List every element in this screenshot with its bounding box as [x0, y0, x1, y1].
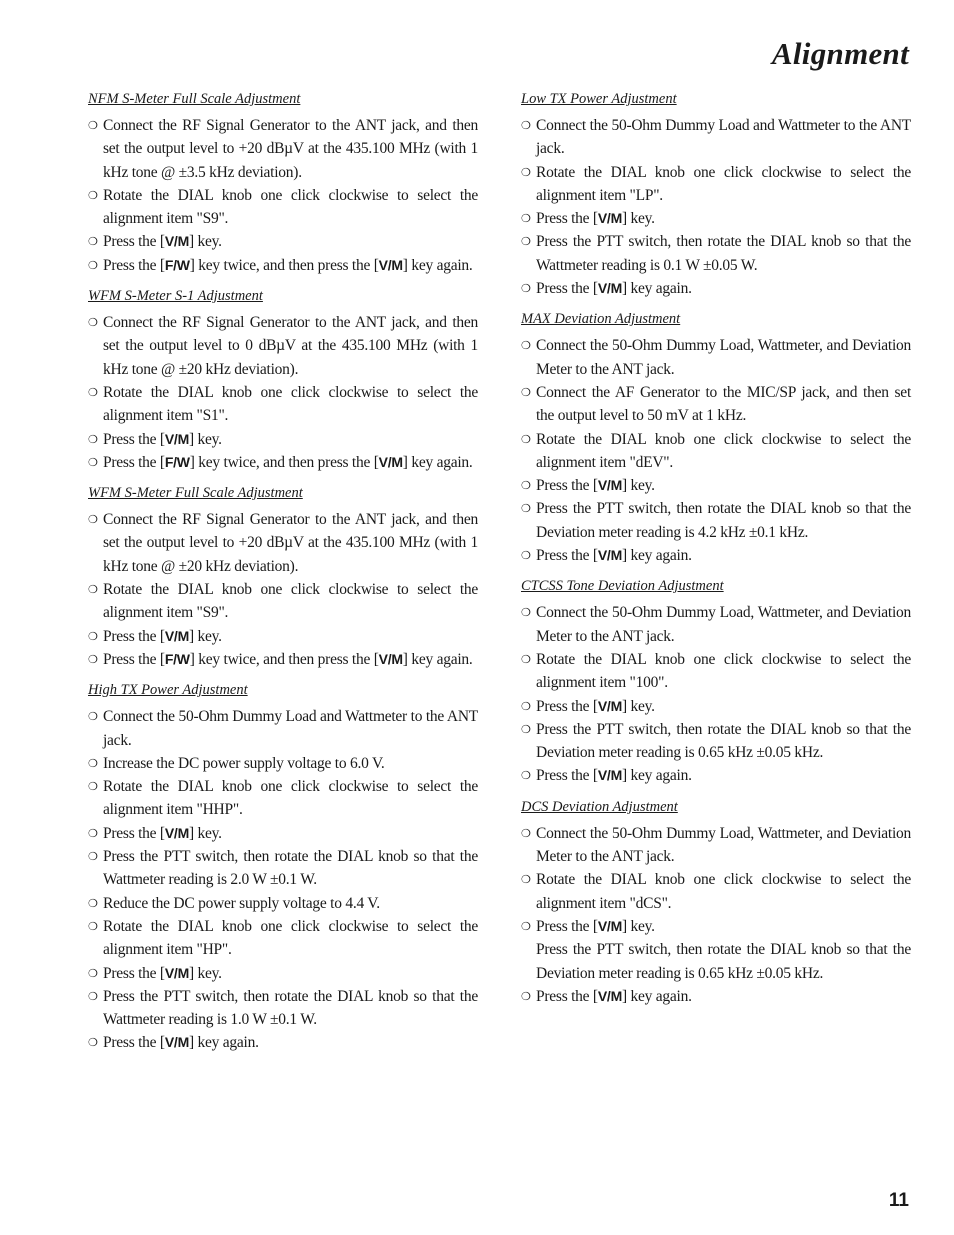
step-text: Press the PTT switch, then rotate the DIAL knob so that the Deviation meter reading is 4.2 kHz ±0.1 kHz. [536, 500, 911, 541]
circle-bullet-icon: ❍ [88, 756, 98, 770]
circle-bullet-icon: ❍ [88, 385, 98, 399]
procedure-step [521, 334, 911, 381]
step-text: Press the [V/M] key again. [536, 987, 692, 1005]
key-label: V/M [164, 627, 189, 644]
key-label: V/M [164, 964, 189, 981]
circle-bullet-icon: ❍ [88, 513, 98, 527]
procedure-step [88, 705, 478, 752]
procedure-step [88, 254, 478, 277]
circle-bullet-icon: ❍ [521, 479, 531, 493]
section-heading: NFM S-Meter Full Scale Adjustment [88, 91, 301, 107]
step-text: Press the [V/M] key. [536, 210, 655, 228]
step-text: Connect the AF Generator to the MIC/SP jack, and then set the output level to 50 mV at 1 kHz. [536, 383, 911, 425]
step-list [521, 114, 911, 300]
circle-bullet-icon: ❍ [88, 119, 98, 132]
key-label: F/W [164, 453, 190, 470]
circle-bullet-icon: ❍ [521, 432, 531, 446]
circle-bullet-icon: ❍ [521, 769, 531, 783]
circle-bullet-icon: ❍ [521, 699, 531, 713]
procedure-step [521, 718, 911, 765]
circle-bullet-icon: ❍ [521, 826, 531, 840]
step-text: Connect the 50-Ohm Dummy Load and Wattmeter to the ANT jack. [536, 117, 911, 158]
page-title: Alignment [771, 36, 909, 71]
step-text: Press the [F/W] key twice, and then press the [V/M] key again. [103, 256, 473, 274]
procedure-step [521, 161, 911, 208]
section-nfm-s-meter-full-scale-adjustment [88, 88, 478, 277]
step-text: Press the PTT switch, then rotate the DIAL knob so that the Wattmeter reading is 2.0 W ±0.1 W. [103, 848, 478, 889]
step-text: Press the [V/M] key. [103, 627, 222, 645]
procedure-step [521, 938, 911, 985]
step-text: Rotate the DIAL knob one click clockwise to select the alignment item "S1". [103, 383, 478, 425]
section-heading: WFM S-Meter S-1 Adjustment [88, 288, 263, 305]
step-list [88, 311, 478, 474]
step-text: Press the [V/M] key. [103, 233, 222, 251]
circle-bullet-icon: ❍ [521, 606, 531, 620]
step-text: Press the [V/M] key again. [536, 280, 692, 298]
section-ctcss-tone-deviation-adjustment [521, 575, 911, 787]
procedure-step [88, 508, 478, 578]
step-text: Press the [V/M] key. [103, 964, 222, 982]
key-label: V/M [597, 477, 622, 494]
circle-bullet-icon: ❍ [521, 549, 531, 563]
key-label: V/M [378, 453, 403, 470]
procedure-step [521, 868, 911, 915]
step-text: Connect the 50-Ohm Dummy Load and Wattmeter to the ANT jack. [103, 708, 478, 749]
section-heading: MAX Deviation Adjustment [521, 311, 681, 328]
left-column [88, 88, 478, 1063]
procedure-step [521, 915, 911, 938]
step-text: Press the [V/M] key. [103, 430, 222, 448]
section-max-deviation-adjustment [521, 308, 911, 567]
circle-bullet-icon: ❍ [521, 989, 531, 1003]
procedure-step [88, 230, 478, 253]
circle-bullet-icon: ❍ [88, 826, 98, 840]
circle-bullet-icon: ❍ [521, 722, 531, 736]
circle-bullet-icon: ❍ [521, 652, 531, 666]
circle-bullet-icon: ❍ [88, 583, 98, 597]
circle-bullet-icon: ❍ [88, 780, 98, 794]
circle-bullet-icon: ❍ [88, 1036, 98, 1050]
procedure-step [88, 915, 478, 962]
key-label: V/M [597, 987, 622, 1004]
procedure-step [88, 892, 478, 915]
procedure-step [88, 625, 478, 648]
circle-bullet-icon: ❍ [521, 282, 531, 296]
key-label: V/M [597, 917, 622, 934]
step-text: Rotate the DIAL knob one click clockwise to select the alignment item "100". [536, 650, 911, 692]
circle-bullet-icon: ❍ [521, 385, 531, 399]
circle-bullet-icon: ❍ [88, 316, 98, 330]
procedure-step [521, 474, 911, 497]
section-heading: DCS Deviation Adjustment [521, 798, 678, 815]
step-text: Connect the RF Signal Generator to the ANT jack, and then set the output level to +20 dBµV at the 435.100 MHz (with 1 kHz tone @ ±3.5 kHz deviation). [103, 117, 478, 181]
circle-bullet-icon: ❍ [88, 966, 98, 980]
step-text: Connect the RF Signal Generator to the ANT jack, and then set the output level to 0 dBµV at the 435.100 MHz (with 1 kHz tone @ ±20 kHz deviation). [103, 314, 478, 378]
procedure-step [521, 648, 911, 695]
circle-bullet-icon: ❍ [88, 235, 98, 249]
key-label: V/M [164, 1034, 189, 1051]
circle-bullet-icon: ❍ [521, 235, 531, 249]
procedure-step [88, 648, 478, 671]
section-wfm-s-meter-full-scale-adjustment [88, 482, 478, 671]
key-label: V/M [597, 547, 622, 564]
procedure-step [88, 1031, 478, 1054]
step-text: Press the [V/M] key. [536, 697, 655, 715]
step-text: Rotate the DIAL knob one click clockwise to select the alignment item "S9". [103, 581, 478, 622]
procedure-step [521, 381, 911, 428]
procedure-step [521, 277, 911, 300]
step-text: Press the [V/M] key. [536, 917, 655, 935]
section-heading: CTCSS Tone Deviation Adjustment [521, 578, 724, 595]
circle-bullet-icon: ❍ [88, 710, 98, 724]
circle-bullet-icon: ❍ [521, 873, 531, 887]
procedure-step [521, 114, 911, 161]
key-label: F/W [164, 256, 190, 273]
key-label: V/M [378, 650, 403, 667]
section-high-tx-power-adjustment [88, 679, 478, 1054]
procedure-step [88, 962, 478, 985]
circle-bullet-icon: ❍ [521, 502, 531, 516]
step-text: Press the PTT switch, then rotate the DIAL knob so that the Deviation meter reading is 0.65 kHz ±0.05 kHz. [536, 941, 911, 982]
procedure-step [88, 845, 478, 892]
procedure-step [521, 985, 911, 1008]
step-text: Rotate the DIAL knob one click clockwise to select the alignment item "LP". [536, 163, 911, 204]
procedure-step [88, 184, 478, 231]
circle-bullet-icon: ❍ [521, 919, 531, 933]
procedure-step [88, 428, 478, 451]
circle-bullet-icon: ❍ [521, 339, 531, 353]
section-wfm-s-meter-s-1-adjustment [88, 285, 478, 474]
step-text: Rotate the DIAL knob one click clockwise to select the alignment item "HHP". [103, 778, 478, 819]
section-low-tx-power-adjustment [521, 88, 911, 300]
key-label: V/M [164, 430, 189, 447]
step-text: Press the [F/W] key twice, and then press the [V/M] key again. [103, 650, 473, 668]
step-text: Press the PTT switch, then rotate the DIAL knob so that the Deviation meter reading is 0.65 kHz ±0.05 kHz. [536, 720, 911, 762]
step-text: Increase the DC power supply voltage to 6.0 V. [103, 754, 385, 772]
section-dcs-deviation-adjustment [521, 796, 911, 1008]
step-list [521, 822, 911, 1008]
key-label: V/M [597, 210, 622, 227]
step-text: Press the [V/M] key again. [536, 547, 692, 565]
step-list [521, 334, 911, 567]
procedure-step [88, 381, 478, 428]
procedure-step [521, 695, 911, 718]
step-text: Connect the 50-Ohm Dummy Load, Wattmeter, and Deviation Meter to the ANT jack. [536, 337, 911, 378]
circle-bullet-icon: ❍ [521, 119, 531, 132]
step-text: Reduce the DC power supply voltage to 4.4 V. [103, 894, 380, 912]
circle-bullet-icon: ❍ [88, 896, 98, 910]
circle-bullet-icon: ❍ [88, 652, 98, 666]
step-text: Press the PTT switch, then rotate the DIAL knob so that the Wattmeter reading is 1.0 W ±0.1 W. [103, 987, 478, 1029]
procedure-step [88, 822, 478, 845]
procedure-step [88, 985, 478, 1032]
circle-bullet-icon: ❍ [88, 188, 98, 202]
key-label: F/W [164, 650, 190, 667]
procedure-step [521, 207, 911, 230]
step-list [88, 508, 478, 671]
step-text: Press the [V/M] key. [103, 824, 222, 842]
procedure-step [88, 752, 478, 775]
circle-bullet-icon: ❍ [88, 432, 98, 446]
step-text: Press the [F/W] key twice, and then press the [V/M] key again. [103, 453, 473, 471]
key-label: V/M [164, 824, 189, 841]
procedure-step [88, 775, 478, 822]
procedure-step [521, 497, 911, 544]
circle-bullet-icon: ❍ [88, 629, 98, 643]
key-label: V/M [597, 697, 622, 714]
step-text: Press the [V/M] key again. [103, 1034, 259, 1052]
procedure-step [521, 544, 911, 567]
circle-bullet-icon: ❍ [521, 165, 531, 179]
step-text: Connect the 50-Ohm Dummy Load, Wattmeter, and Deviation Meter to the ANT jack. [536, 604, 911, 645]
procedure-step [521, 601, 911, 648]
right-column [521, 88, 911, 1016]
circle-bullet-icon: ❍ [88, 919, 98, 933]
step-text: Connect the RF Signal Generator to the ANT jack, and then set the output level to +20 dBµV at the 435.100 MHz (with 1 kHz tone @ ±20 kHz deviation). [103, 511, 478, 575]
section-heading: High TX Power Adjustment [88, 682, 248, 699]
section-heading: WFM S-Meter Full Scale Adjustment [88, 485, 303, 502]
circle-bullet-icon: ❍ [88, 258, 98, 272]
procedure-step [521, 764, 911, 787]
step-text: Press the PTT switch, then rotate the DIAL knob so that the Wattmeter reading is 0.1 W ±0.05 W. [536, 233, 911, 274]
section-heading: Low TX Power Adjustment [521, 91, 677, 107]
key-label: V/M [597, 767, 622, 784]
procedure-step [521, 230, 911, 277]
step-text: Connect the 50-Ohm Dummy Load, Wattmeter, and Deviation Meter to the ANT jack. [536, 824, 911, 866]
key-label: V/M [597, 280, 622, 297]
step-text: Press the [V/M] key. [536, 477, 655, 495]
circle-bullet-icon: ❍ [88, 989, 98, 1003]
step-text: Rotate the DIAL knob one click clockwise to select the alignment item "dEV". [536, 430, 911, 471]
circle-bullet-icon: ❍ [88, 455, 98, 469]
key-label: V/M [164, 233, 189, 250]
procedure-step [88, 114, 478, 184]
step-list [521, 601, 911, 787]
page-number: 11 [888, 1190, 909, 1211]
key-label: V/M [378, 256, 403, 273]
circle-bullet-icon: ❍ [88, 850, 98, 864]
step-list [88, 114, 478, 277]
procedure-step [88, 311, 478, 381]
step-text: Press the [V/M] key again. [536, 767, 692, 785]
step-text: Rotate the DIAL knob one click clockwise to select the alignment item "S9". [103, 186, 478, 228]
circle-bullet-icon: ❍ [521, 212, 531, 226]
procedure-step [521, 822, 911, 869]
procedure-step [88, 451, 478, 474]
procedure-step [88, 578, 478, 625]
step-text: Rotate the DIAL knob one click clockwise to select the alignment item "dCS". [536, 871, 911, 912]
step-list [88, 705, 478, 1054]
procedure-step [521, 428, 911, 475]
step-text: Rotate the DIAL knob one click clockwise to select the alignment item "HP". [103, 917, 478, 959]
